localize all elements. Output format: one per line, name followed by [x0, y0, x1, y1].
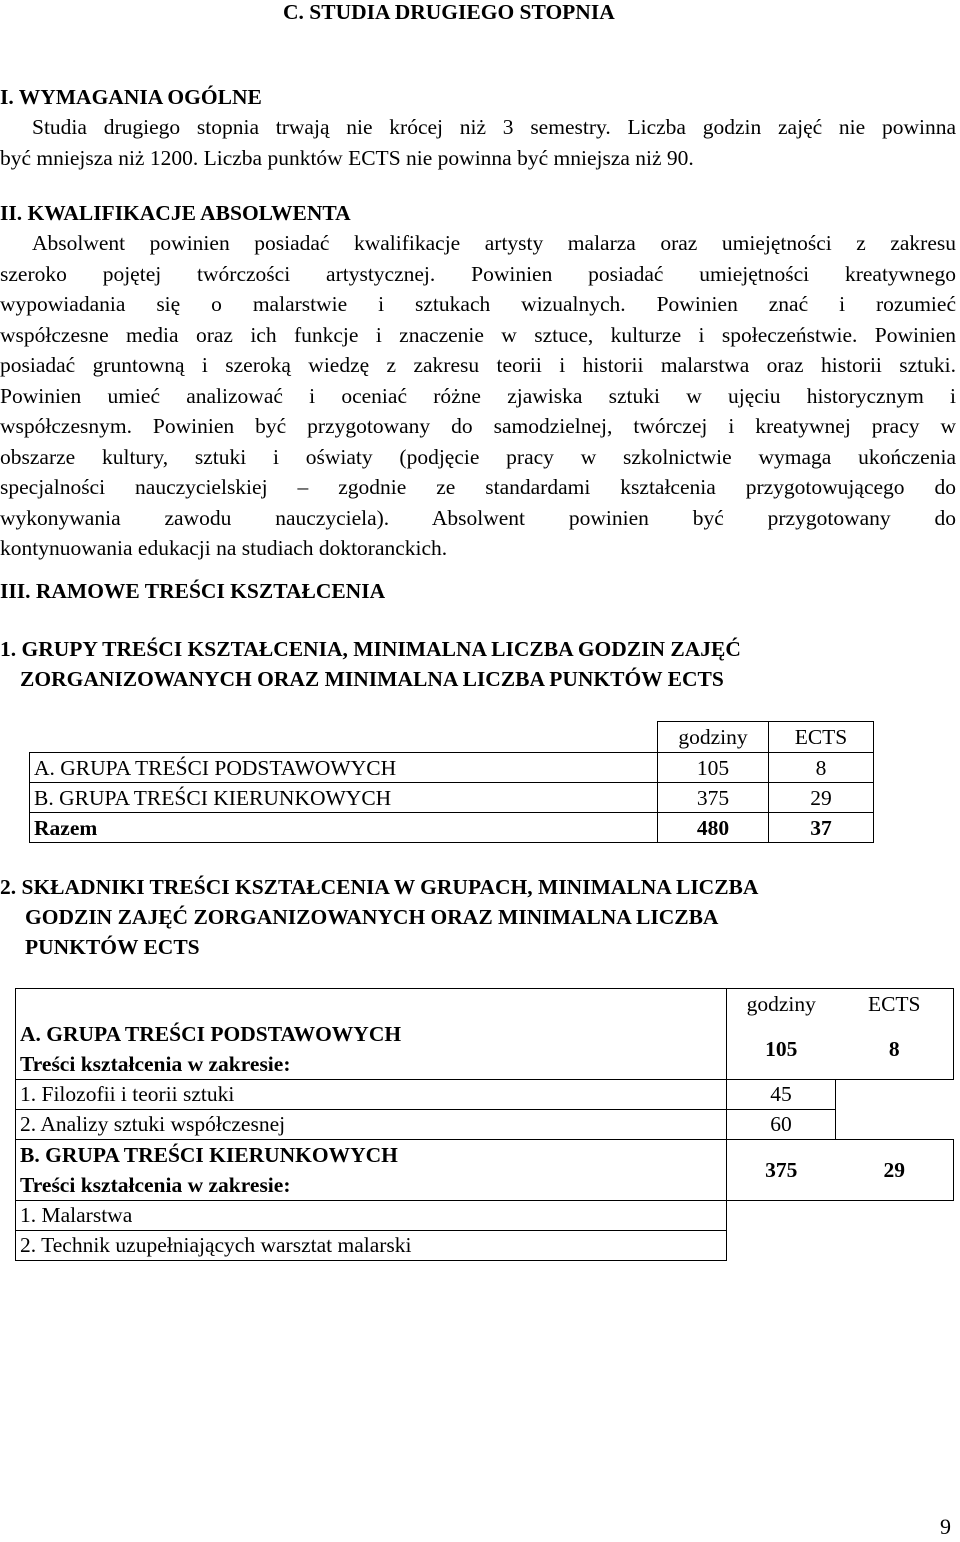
row-ects: 8 [769, 753, 874, 783]
empty-cell [836, 1230, 954, 1260]
item-hours: 45 [727, 1079, 836, 1109]
qualifications-paragraph [0, 228, 956, 564]
group-a-name [16, 1019, 727, 1080]
empty-cell [836, 1109, 954, 1139]
item-hours: 60 [727, 1109, 836, 1139]
text-line: współczesnym. Powinien być przygotowany do samodzielnej, twórczej i kreatywnej pracy w [0, 414, 956, 438]
group-row-a [16, 1019, 954, 1080]
group-a-ects: 8 [836, 1019, 954, 1080]
text-line: obszarze kultury, sztuki i oświaty (podjęcie pracy w szkolnictwie wymaga ukończenia [0, 444, 956, 469]
subsection-title-2 [0, 872, 758, 962]
empty-cell [727, 1200, 836, 1230]
subsection-title-line: ZORGANIZOWANYCH ORAZ MINIMALNA LICZBA PUNKTÓW ECTS [20, 667, 724, 691]
group-a-subtitle: Treści kształcenia w zakresie: [20, 1051, 291, 1076]
group-b-hours: 375 [727, 1139, 836, 1200]
group-a-title: A. GRUPA TREŚCI PODSTAWOWYCH [20, 1021, 402, 1046]
item-name: 2. Technik uzupełniających warsztat malarski [16, 1230, 727, 1260]
subsection-title-1 [0, 634, 741, 694]
table-row [16, 1200, 954, 1230]
table-total-row [30, 813, 874, 843]
table-header-row [16, 989, 954, 1019]
text-line: Absolwent powinien posiadać kwalifikacje artysty malarza oraz umiejętności z zakresu [32, 231, 956, 255]
item-name: 1. Malarstwa [16, 1200, 727, 1230]
table-row [16, 1079, 954, 1109]
table-header-empty [30, 722, 658, 753]
row-ects: 29 [769, 783, 874, 813]
groups-table [29, 721, 874, 843]
item-name: 2. Analizy sztuki współczesnej [16, 1109, 727, 1139]
row-hours: 375 [658, 783, 769, 813]
subsection-title-line: GODZIN ZAJĘĆ ZORGANIZOWANYCH ORAZ MINIMALNA LICZBA [25, 905, 719, 929]
table-row [16, 1230, 954, 1260]
group-b-subtitle: Treści kształcenia w zakresie: [20, 1172, 291, 1197]
text-line: szeroko pojętej twórczości artystycznej. Powinien posiadać umiejętności kreatywnego [0, 261, 956, 286]
group-b-title: B. GRUPA TREŚCI KIERUNKOWYCH [20, 1142, 398, 1167]
group-a-hours: 105 [727, 1019, 836, 1080]
section-title-requirements: I. WYMAGANIA OGÓLNE [0, 85, 262, 109]
table-header-row [30, 722, 874, 753]
page-number: 9 [940, 1514, 951, 1539]
row-name: A. GRUPA TREŚCI PODSTAWOWYCH [30, 753, 658, 783]
row-name: B. GRUPA TREŚCI KIERUNKOWYCH [30, 783, 658, 813]
text-line: być mniejsza niż 1200. Liczba punktów ECTS nie powinna być mniejsza niż 90. [0, 145, 694, 170]
requirements-paragraph [0, 112, 956, 173]
text-line: specjalności nauczycielskiej – zgodnie ze standardami kształcenia przygotowującego do [0, 475, 956, 499]
empty-cell [836, 1079, 954, 1109]
total-label: Razem [30, 813, 658, 843]
subsection-title-line: PUNKTÓW ECTS [25, 935, 200, 959]
header-ects: ECTS [769, 722, 874, 753]
text-line: posiadać gruntowną i szeroką wiedzę z zakresu teorii i historii malarstwa oraz historii sztuki. [0, 353, 956, 377]
subsection-title-line: 2. SKŁADNIKI TREŚCI KSZTAŁCENIA W GRUPACH, MINIMALNA LICZBA [0, 875, 759, 899]
empty-cell [727, 1230, 836, 1260]
group-b-name [16, 1139, 727, 1200]
total-hours: 480 [658, 813, 769, 843]
text-line: kontynuowania edukacji na studiach doktoranckich. [0, 536, 448, 560]
components-table [15, 988, 954, 1261]
subsection-title-line: 1. GRUPY TREŚCI KSZTAŁCENIA, MINIMALNA LICZBA GODZIN ZAJĘĆ [0, 637, 741, 661]
header-ects: ECTS [836, 989, 954, 1019]
page-heading: C. STUDIA DRUGIEGO STOPNIA [283, 0, 615, 24]
text-line: wypowiadania się o malarstwie i sztukach wizualnych. Powinien znać i rozumieć [0, 292, 956, 316]
text-line: Powinien umieć analizować i oceniać różne zjawiska sztuki w ujęciu historycznym i [0, 383, 956, 408]
item-name: 1. Filozofii i teorii sztuki [16, 1079, 727, 1109]
row-hours: 105 [658, 753, 769, 783]
total-ects: 37 [769, 813, 874, 843]
section-title-framework: III. RAMOWE TREŚCI KSZTAŁCENIA [0, 579, 386, 603]
text-line: wykonywania zawodu nauczyciela). Absolwent powinien być przygotowany do [0, 505, 956, 530]
text-line: Studia drugiego stopnia trwają nie krócej niż 3 semestry. Liczba godzin zajęć nie powinna [32, 115, 956, 139]
group-row-b [16, 1139, 954, 1200]
header-hours: godziny [727, 989, 836, 1019]
section-title-qualifications: II. KWALIFIKACJE ABSOLWENTA [0, 201, 351, 225]
text-line: współczesne media oraz ich funkcje i znaczenie w sztuce, kulturze i społeczeństwie. Powinien [0, 322, 956, 347]
table-row [30, 753, 874, 783]
table-row [30, 783, 874, 813]
table-header-empty [16, 989, 727, 1019]
group-b-ects: 29 [836, 1139, 954, 1200]
table-row [16, 1109, 954, 1139]
empty-cell [836, 1200, 954, 1230]
header-hours: godziny [658, 722, 769, 753]
